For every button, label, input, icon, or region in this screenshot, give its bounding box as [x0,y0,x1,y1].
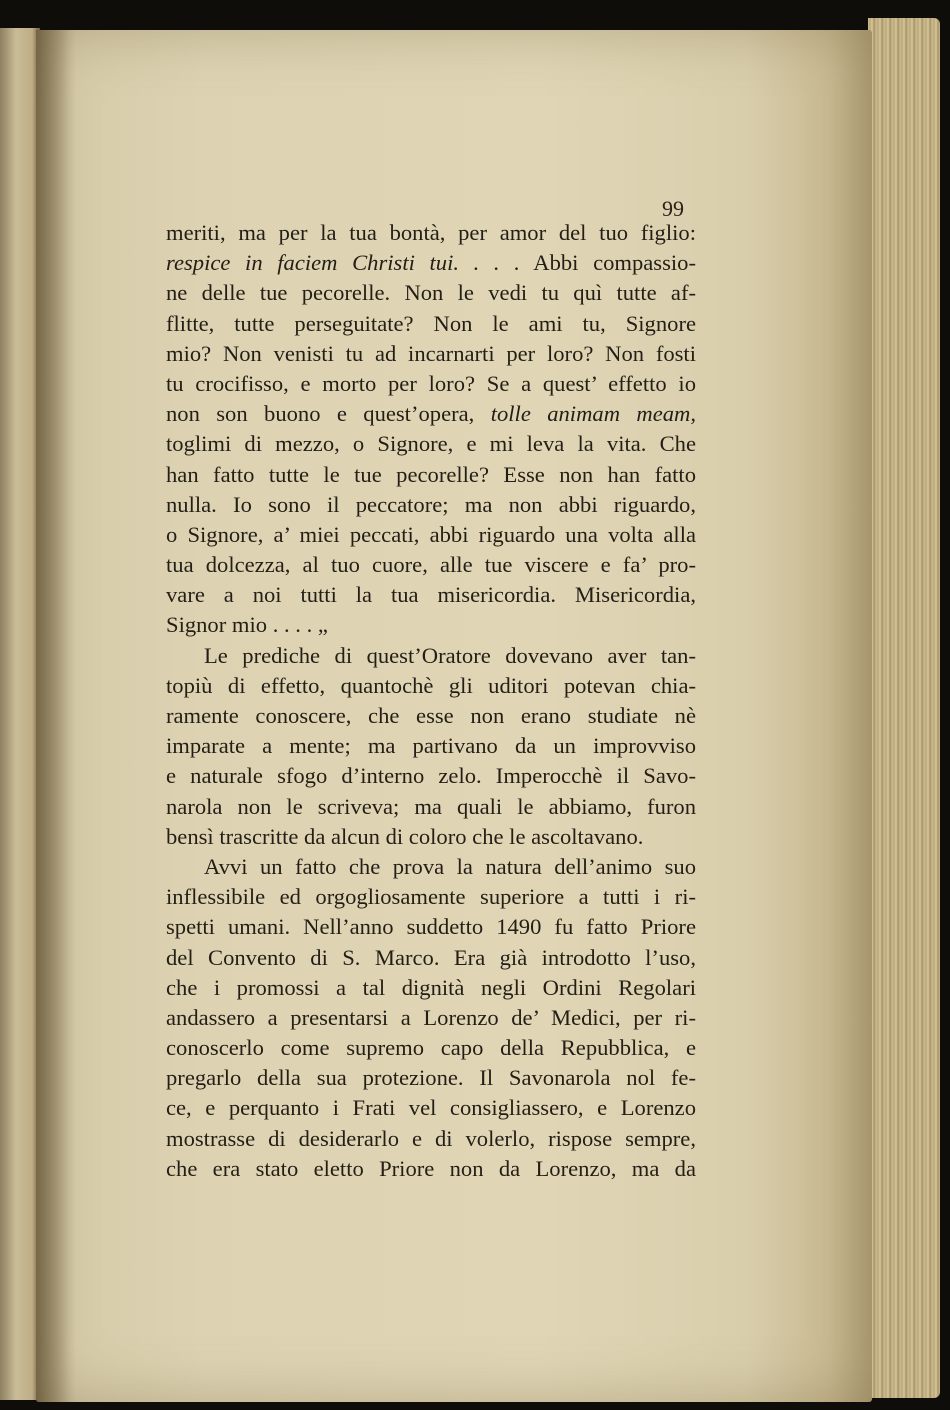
text-line: Signor mio . . . . „ [166,612,328,638]
text-line: e naturale sfogo d’interno zelo. Imperocchè il Savo- [166,763,696,789]
text-line: spetti umani. Nell’anno suddetto 1490 fu fatto Priore [166,914,696,940]
text-segment: Abbi compassio- [519,250,696,276]
text-line: mostrasse di desiderarlo e di volerlo, rispose sempre, [166,1125,696,1151]
text-line: inflessibile ed orgogliosamente superiore a tutti i ri- [166,884,696,910]
italic-segment: respice in faciem Christi tui. . . . [166,250,520,276]
text-line: nulla. Io sono il peccatore; ma non abbi riguardo, [166,491,696,517]
text-line: che i promossi a tal dignità negli Ordini Regolari [166,974,696,1000]
text-line: narola non le scriveva; ma quali le abbiamo, furon [166,793,696,819]
text-line: vare a noi tutti la tua misericordia. Misericordia, [166,582,696,608]
text-segment: non son buono e quest’opera, [166,401,491,427]
text-line: mio? Non venisti tu ad incarnarti per loro? Non fosti [166,340,696,366]
text-line: bensì trascritte da alcun di coloro che le ascoltavano. [166,823,644,849]
text-line: imparate a mente; ma partivano da un improvviso [166,733,696,759]
text-line: o Signore, a’ miei peccati, abbi riguardo una volta alla [166,521,696,547]
text-line: flitte, tutte perseguitate? Non le ami tu, Signore [166,310,696,336]
text-line: Avvi un fatto che prova la natura dell’animo suo [204,853,696,879]
body-text [166,218,696,1184]
text-line [166,399,696,429]
text-line: pregarlo della sua protezione. Il Savonarola nol fe- [166,1065,696,1091]
gutter-shadow [36,30,76,1402]
text-line: tu crocifisso, e morto per loro? Se a quest’ effetto io [166,370,696,396]
text-line [166,248,696,278]
italic-segment: tolle animam meam, [490,401,696,427]
page-block-edge [868,18,940,1398]
text-line: ramente conoscere, che esse non erano studiate nè [166,703,696,728]
text-line: tua dolcezza, al tuo cuore, alle tue viscere e fa’ pro- [166,552,696,578]
text-line: andassero a presentarsi a Lorenzo de’ Medici, per ri- [166,1004,696,1030]
page-number: 99 [662,196,684,221]
facing-page-edge [0,28,40,1400]
text-line: ce, e perquanto i Frati vel consigliassero, e Lorenzo [166,1095,696,1121]
text-line: Le prediche di quest’Oratore dovevano aver tan- [204,642,696,668]
text-line: han fatto tutte le tue pecorelle? Esse non han fatto [166,461,696,487]
text-line: toglimi di mezzo, o Signore, e mi leva la vita. Che [166,431,696,457]
text-line: ne delle tue pecorelle. Non le vedi tu quì tutte af- [166,280,696,306]
text-line: che era stato eletto Priore non da Lorenzo, ma da [166,1155,696,1181]
text-line: meriti, ma per la tua bontà, per amor del tuo figlio: [166,220,696,245]
text-line: topiù di effetto, quantochè gli uditori potevan chia- [166,672,696,698]
text-line: del Convento di S. Marco. Era già introdotto l’uso, [166,944,696,970]
text-line: conoscerlo come supremo capo della Repubblica, e [166,1035,696,1061]
